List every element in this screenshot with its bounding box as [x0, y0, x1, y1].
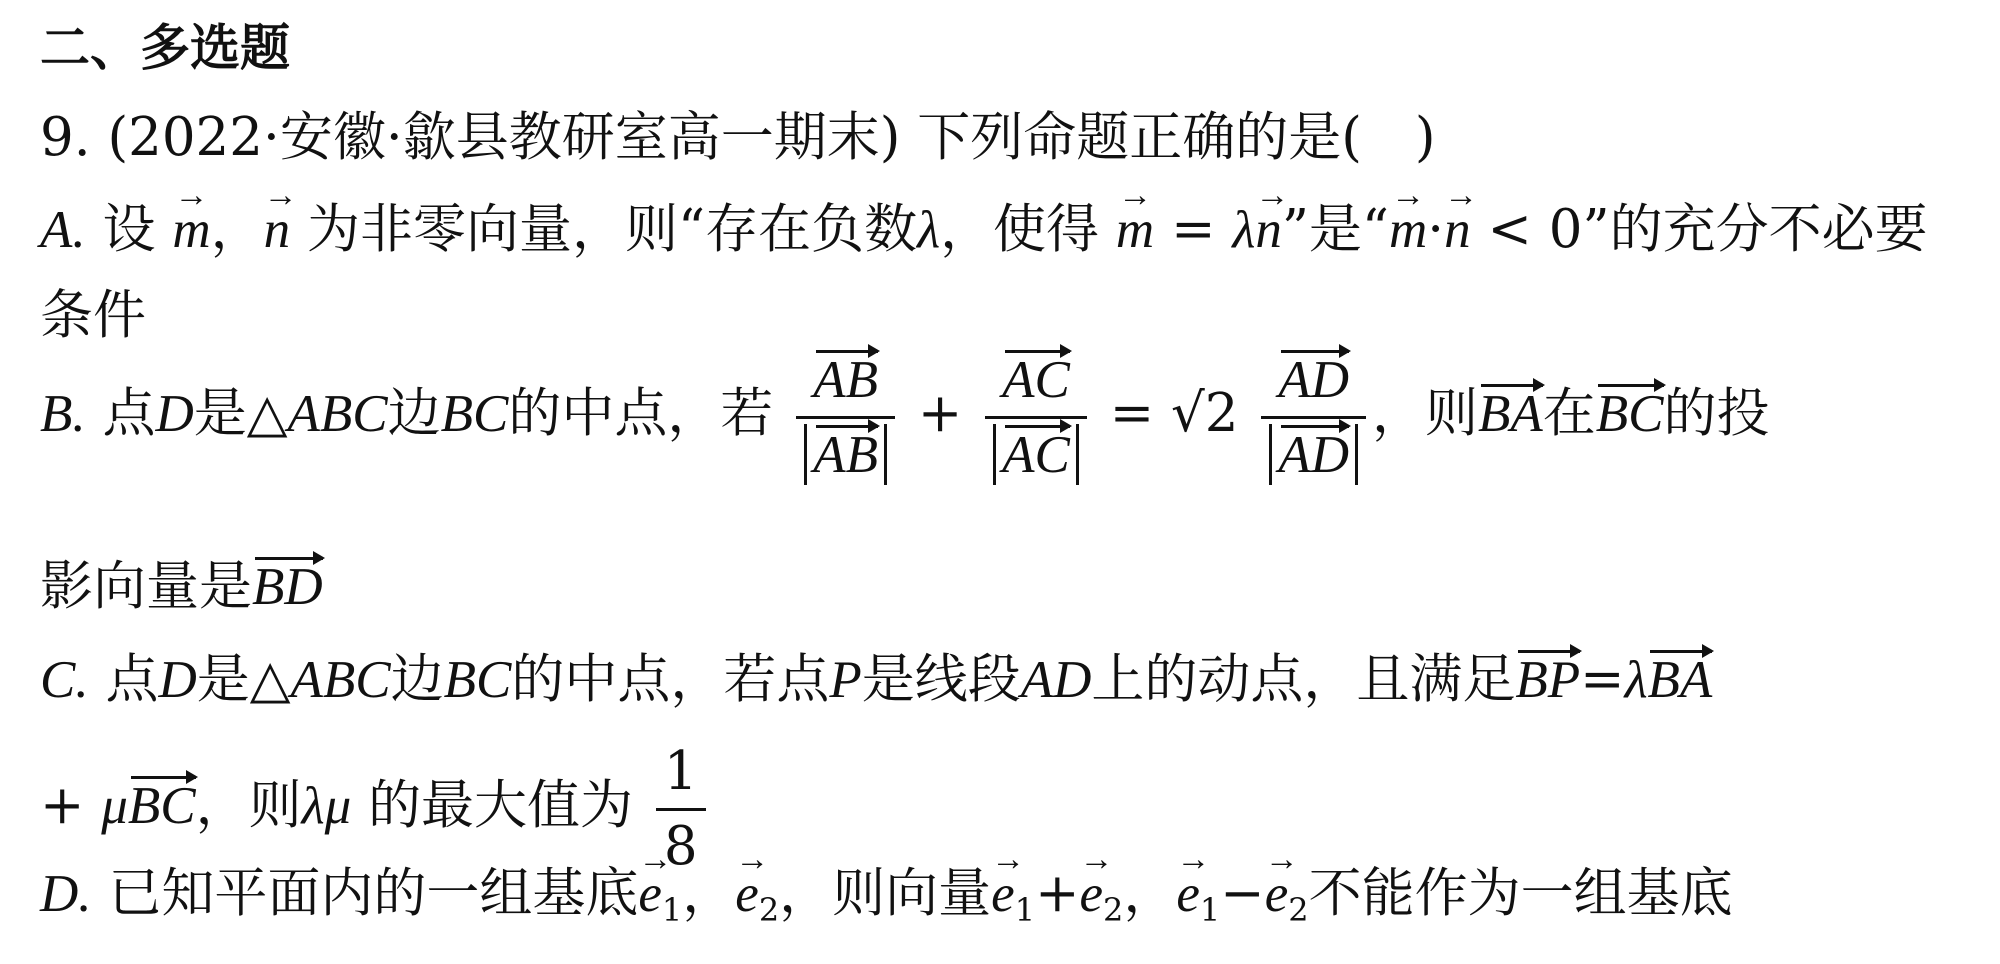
equals: =: [1171, 199, 1216, 260]
vector-m: m →: [172, 198, 210, 262]
vector-ad: AD: [1278, 423, 1349, 487]
text: 的投: [1663, 383, 1770, 444]
mu: μ: [101, 777, 128, 835]
text: 是线段: [861, 649, 1021, 710]
vector-ab: AB: [813, 348, 878, 412]
question-source: (2022·安徽·歙县教研室高一期末): [107, 107, 901, 168]
equals: =: [1109, 383, 1155, 444]
vector-bp: BP: [1515, 648, 1580, 712]
fraction-numerator: 1: [663, 741, 698, 802]
vector-ac: AC: [1002, 423, 1070, 487]
vector-m: m →: [1116, 198, 1154, 262]
text: 点: [102, 383, 156, 444]
vector-e: e →: [991, 862, 1015, 926]
vector-e: e →: [1079, 862, 1103, 926]
minus: −: [1220, 863, 1265, 924]
point-p: P: [829, 651, 862, 709]
vector-ba: BA: [1648, 648, 1713, 712]
lambda: λ: [301, 777, 325, 835]
text: 上的动点，且满足: [1091, 649, 1516, 710]
option-b: [40, 348, 1770, 487]
text: 为非零向量，则“存在负数: [306, 199, 918, 260]
fraction-ab: [796, 348, 895, 487]
lambda: λ: [1624, 651, 1648, 709]
vector-ba: BA: [1478, 382, 1543, 446]
sqrt-2: √2: [1171, 383, 1239, 444]
vector-e: e →: [735, 862, 759, 926]
text: 在: [1542, 383, 1596, 444]
triangle-abc: ABC: [290, 651, 391, 709]
plus: +: [1035, 863, 1080, 924]
point-d: D: [158, 651, 197, 709]
text: 点: [105, 649, 159, 710]
comma: ，: [682, 863, 736, 924]
subscript-1: 1: [661, 891, 683, 929]
segment-ad: AD: [1020, 651, 1092, 709]
subscript-1: 1: [1199, 891, 1221, 929]
side-bc: BC: [440, 385, 509, 443]
lambda: λ: [917, 201, 941, 259]
option-d: [40, 862, 1733, 942]
vector-n: n →: [1444, 198, 1471, 262]
option-b-label: B.: [40, 385, 86, 443]
mu: μ: [324, 777, 352, 835]
text: 不能作为一组基底: [1308, 863, 1733, 924]
vector-ab: AB: [813, 423, 878, 487]
vector-e: e →: [638, 862, 662, 926]
text: 的中点，若点: [511, 649, 830, 710]
section-title: 二、多选题: [40, 19, 290, 77]
text: ，则: [1372, 383, 1479, 444]
point-d: D: [155, 385, 194, 443]
fraction-ad: [1261, 348, 1366, 487]
vector-bc: BC: [1596, 382, 1664, 446]
text: 的最大值为: [368, 775, 634, 836]
text: 边: [390, 649, 444, 710]
subscript-2: 2: [758, 891, 780, 929]
lambda: λ: [1232, 201, 1256, 259]
plus: +: [917, 383, 963, 444]
fraction-denominator: 8: [656, 808, 706, 879]
text: ，则向量: [779, 863, 992, 924]
option-a: [40, 198, 1928, 262]
option-a-label: A.: [40, 201, 86, 259]
option-c-cont: [40, 740, 712, 879]
subscript-2: 2: [1288, 891, 1309, 929]
text: 已知平面内的一组基底: [108, 863, 639, 924]
plus: +: [40, 775, 85, 836]
zero: 0: [1548, 199, 1583, 260]
equals: =: [1580, 649, 1625, 710]
text: 是△: [193, 383, 288, 444]
subscript-2: 2: [1103, 891, 1124, 929]
comma: ，: [1123, 863, 1177, 924]
vector-ac: AC: [1002, 348, 1070, 412]
option-a-cont: 条件: [40, 285, 146, 346]
text: ，则: [195, 775, 302, 836]
text: 设: [102, 199, 156, 260]
text: 是△: [196, 649, 291, 710]
vector-n: n →: [1255, 198, 1282, 262]
vector-e: e →: [1176, 862, 1200, 926]
dot: ·: [1427, 199, 1445, 260]
vector-ad: AD: [1278, 348, 1349, 412]
vector-m: m →: [1389, 198, 1427, 262]
side-bc: BC: [443, 651, 512, 709]
option-c-label: C.: [40, 651, 89, 709]
question-number: 9.: [40, 107, 91, 168]
vector-bd: BD: [252, 555, 323, 619]
text: 影向量是: [40, 556, 252, 617]
vector-e: e →: [1265, 862, 1289, 926]
option-b-cont: [40, 555, 323, 619]
fraction-ac: [985, 348, 1087, 487]
option-c: [40, 648, 1712, 712]
comma: ，: [210, 199, 264, 260]
text: 边: [387, 383, 441, 444]
question-text: 下列命题正确的是( ): [917, 107, 1436, 168]
vector-bc: BC: [128, 774, 196, 838]
triangle-abc: ABC: [287, 385, 388, 443]
text: 的中点，若: [508, 383, 774, 444]
text: ，使得: [940, 199, 1100, 260]
vector-n: n →: [264, 198, 291, 262]
text: ”的充分不必要: [1582, 199, 1928, 260]
option-d-label: D.: [40, 865, 92, 923]
text: ”是“: [1281, 199, 1390, 260]
less-than: <: [1487, 199, 1532, 260]
question-stem: [40, 106, 1436, 170]
subscript-1: 1: [1014, 891, 1036, 929]
